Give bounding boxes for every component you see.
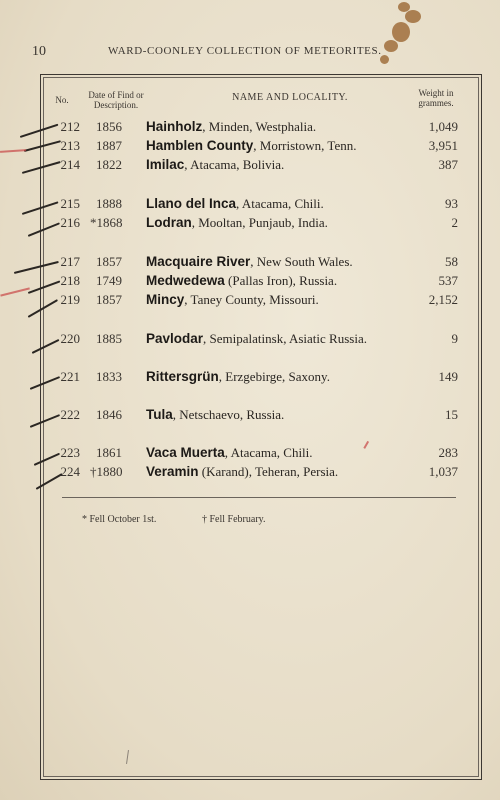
locality: , Morristown, Tenn. <box>253 138 357 153</box>
column-header-no <box>50 95 74 105</box>
table-row <box>0 254 500 272</box>
meteorite-name: Hamblen County <box>146 138 254 153</box>
footnote-asterisk: * Fell October 1st. <box>82 514 157 525</box>
weight: 387 <box>438 157 458 172</box>
name-and-locality <box>146 331 367 347</box>
weight: 9 <box>451 331 458 346</box>
column-header-weight <box>408 88 464 108</box>
weight: 93 <box>445 196 458 211</box>
meteorite-name: Imilac <box>146 157 185 172</box>
catalog-number: 212 <box>60 119 80 134</box>
locality: , Atacama, Chili. <box>224 445 313 460</box>
meteorite-name: Llano del Inca <box>146 196 237 211</box>
column-header-date-line2: Description. <box>93 100 139 110</box>
ink-stain <box>405 10 421 23</box>
column-header-weight-line1: Weight in <box>418 88 454 98</box>
locality: , Netschaevo, Russia. <box>172 407 285 422</box>
date-of-find: 1822 <box>96 157 122 172</box>
column-header-name-text: NAME AND LOCALITY. <box>232 92 348 103</box>
table-row <box>0 157 500 175</box>
catalog-number: 216 <box>60 215 80 230</box>
locality: , Semipalatinsk, Asiatic Russia. <box>203 331 367 346</box>
locality: , Taney County, Missouri. <box>184 292 319 307</box>
date-of-find: 1857 <box>96 254 122 269</box>
weight: 15 <box>445 407 458 422</box>
weight: 283 <box>438 445 458 460</box>
weight: 149 <box>438 369 458 384</box>
name-and-locality <box>146 464 338 480</box>
meteorite-name: Pavlodar <box>146 331 204 346</box>
date-of-find: 1885 <box>96 331 122 346</box>
name-and-locality <box>146 273 337 289</box>
weight: 2,152 <box>428 292 458 307</box>
date-of-find: 1887 <box>96 138 122 153</box>
meteorite-name: Veramin <box>146 464 199 479</box>
page-number: 10 <box>32 44 46 59</box>
locality: , New South Wales. <box>250 254 353 269</box>
table-row <box>0 292 500 310</box>
catalog-number: 223 <box>60 445 80 460</box>
date-of-find: 1856 <box>96 119 122 134</box>
meteorite-name: Hainholz <box>146 119 203 134</box>
meteorite-name: Mincy <box>146 292 185 307</box>
weight: 1,049 <box>428 119 458 134</box>
column-header-name <box>220 93 360 103</box>
catalog-number: 217 <box>60 254 80 269</box>
column-header-no-text: No. <box>55 95 69 105</box>
ink-stain <box>392 22 410 42</box>
date-of-find: 1833 <box>96 369 122 384</box>
catalog-number: 213 <box>60 138 80 153</box>
name-and-locality <box>146 119 316 135</box>
ink-stain <box>384 40 398 52</box>
catalog-number: 215 <box>60 196 80 211</box>
catalog-number: 214 <box>60 157 80 172</box>
locality: , Erzgebirge, Saxony. <box>218 369 330 384</box>
name-and-locality <box>146 369 330 385</box>
weight: 3,951 <box>428 138 458 153</box>
meteorite-name: Lodran <box>146 215 192 230</box>
date-of-find: 1861 <box>96 445 122 460</box>
meteorite-name: Tula <box>146 407 173 422</box>
table-row <box>0 369 500 387</box>
locality: , Atacama, Chili. <box>236 196 324 211</box>
date-of-find: *1868 <box>90 215 123 230</box>
catalog-number: 224 <box>60 464 80 479</box>
table-row <box>0 119 500 137</box>
column-header-weight-line2: grammes. <box>418 98 454 108</box>
weight: 2 <box>451 215 458 230</box>
catalog-number: 221 <box>60 369 80 384</box>
name-and-locality <box>146 157 284 173</box>
meteorite-name: Macquaire River <box>146 254 251 269</box>
footnote-dagger: † Fell February. <box>202 514 266 525</box>
name-and-locality <box>146 445 313 461</box>
footnote-rule <box>62 497 456 498</box>
locality: , Mooltan, Punjaub, India. <box>191 215 328 230</box>
table-row <box>0 138 500 156</box>
date-of-find: †1880 <box>90 464 123 479</box>
name-and-locality <box>146 215 328 231</box>
date-of-find: 1888 <box>96 196 122 211</box>
locality: , Atacama, Bolivia. <box>184 157 285 172</box>
name-and-locality <box>146 138 356 154</box>
catalog-number: 220 <box>60 331 80 346</box>
catalog-number: 222 <box>60 407 80 422</box>
column-header-date-line1: Date of Find or <box>88 90 144 100</box>
locality: (Pallas Iron), Russia. <box>224 273 338 288</box>
running-head: WARD-COONLEY COLLECTION OF METEORITES. <box>108 45 382 57</box>
date-of-find: 1857 <box>96 292 122 307</box>
name-and-locality <box>146 407 284 423</box>
weight: 537 <box>438 273 458 288</box>
table-row <box>0 407 500 425</box>
table-row <box>0 464 500 482</box>
table-row <box>0 331 500 349</box>
weight: 1,037 <box>428 464 458 479</box>
date-of-find: 1846 <box>96 407 122 422</box>
name-and-locality <box>146 292 319 308</box>
meteorite-name: Vaca Muerta <box>146 445 225 460</box>
name-and-locality <box>146 254 353 270</box>
name-and-locality <box>146 196 324 212</box>
catalog-number: 218 <box>60 273 80 288</box>
table-row <box>0 215 500 233</box>
weight: 58 <box>445 254 458 269</box>
date-of-find: 1749 <box>96 273 122 288</box>
meteorite-name: Medwedewa <box>146 273 225 288</box>
meteorite-name: Rittersgrün <box>146 369 219 384</box>
table-frame <box>40 74 482 780</box>
column-header-date <box>80 90 152 110</box>
locality: (Karand), Teheran, Persia. <box>198 464 339 479</box>
locality: , Minden, Westphalia. <box>202 119 317 134</box>
catalog-number: 219 <box>60 292 80 307</box>
table-row <box>0 196 500 214</box>
table-row <box>0 445 500 463</box>
table-row <box>0 273 500 291</box>
